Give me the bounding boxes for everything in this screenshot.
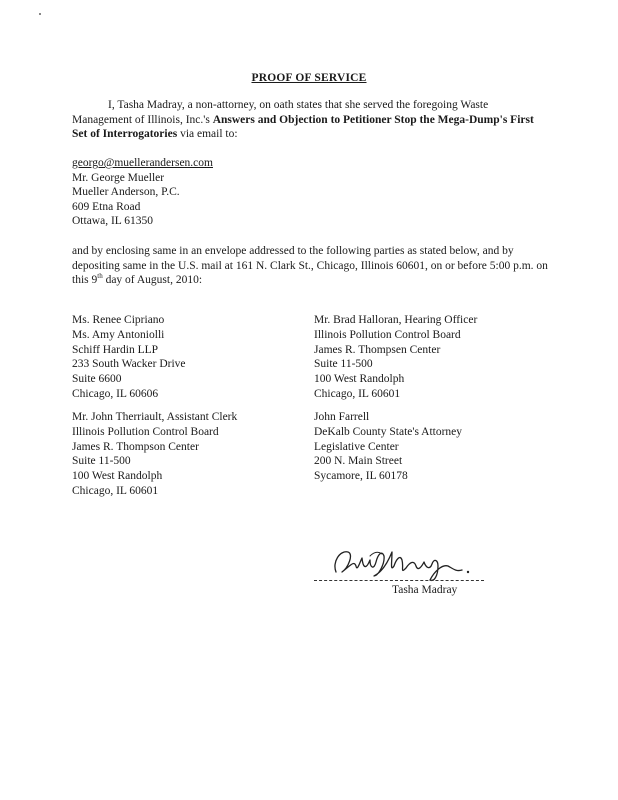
ordinal-suffix: th [97,272,103,281]
address-block-farrell [314,410,462,484]
address-line: James R. Thompsen Center [314,343,441,356]
address-line: Mr. Brad Halloran, Hearing Officer [314,314,478,326]
scan-speck [39,13,41,15]
address-line: Suite 11-500 [72,455,131,468]
intro-paragraph [72,98,548,142]
address-block-halloran [314,313,477,402]
email-recipient-block [72,156,213,229]
address-line: Chicago, IL 60601 [72,484,159,497]
address-line: James R. Thompson Center [72,440,199,453]
address-line: Sycamore, IL 60178 [314,470,408,483]
mailing-paragraph [72,244,548,288]
recipient-line: Mr. George Mueller [72,171,165,184]
address-line: Ms. Amy Antoniolli [72,328,165,341]
address-line: John Farrell [314,411,370,423]
address-line: 100 West Randolph [314,373,405,386]
address-line: Suite 11-500 [314,358,373,371]
signer-printed-name: Tasha Madray [392,584,458,596]
address-line: Legislative Center [314,440,399,453]
address-line: Ms. Renee Cipriano [72,314,165,326]
address-line: Illinois Pollution Control Board [72,425,219,438]
mailing-text-end: day of August, 2010: [102,274,203,286]
address-block-cipriano [72,313,186,402]
address-line: 100 West Randolph [72,470,163,483]
recipient-line: Mueller Anderson, P.C. [72,186,180,198]
address-line: Chicago, IL 60601 [314,387,401,400]
intro-text-end: via email to: [177,128,238,140]
address-line: Chicago, IL 60606 [72,387,159,400]
page-title: PROOF OF SERVICE [251,72,367,84]
address-line: 200 N. Main Street [314,455,403,468]
signature-line [314,580,484,581]
address-line: Mr. John Therriault, Assistant Clerk [72,411,238,423]
address-line: Suite 6600 [72,373,122,386]
address-block-therriault [72,410,237,499]
address-line: Schiff Hardin LLP [72,343,159,356]
intro-text-start: I, Tasha Madray, a non-attorney, on oath states that she served the foregoing Waste Management of Illinois, Inc.'s [72,99,489,126]
address-line: Illinois Pollution Control Board [314,328,461,341]
signature-block [310,540,510,610]
address-line: DeKalb County State's Attorney [314,425,463,438]
address-line: 233 South Wacker Drive [72,358,186,371]
recipient-line: Ottawa, IL 61350 [72,215,154,227]
recipient-email-link[interactable]: georgo@muellerandersen.com [72,157,213,169]
intro-document-name: Answers and Objection to Petitioner Stop the Mega-Dump's First Set of Interrogatories [72,113,534,140]
mailing-text-start: and by enclosing same in an envelope addressed to the following parties as stated below, and by depositing same in the U.S. mail at 161 N. Clark St., Chicago, Illinois 60601, on or before 5:00 p.m. on this 9 [72,245,548,286]
recipient-line: 609 Etna Road [72,200,141,213]
